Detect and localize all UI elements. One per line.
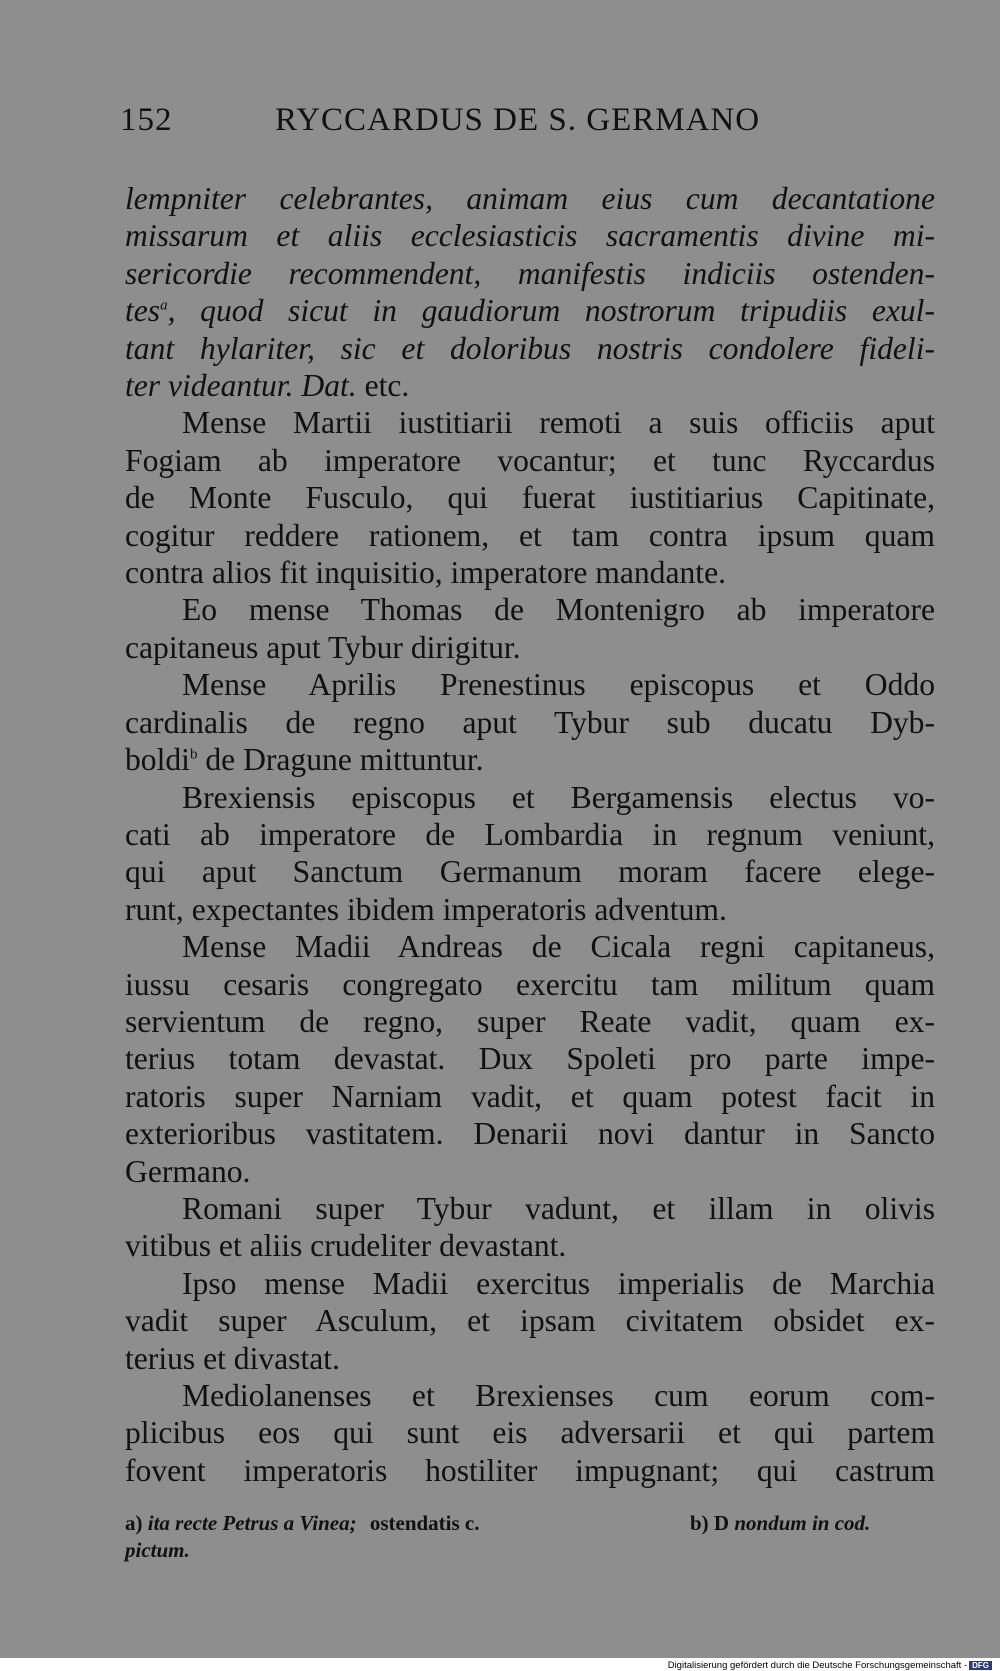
footnote-marker-b: b — [189, 746, 198, 763]
text-line: Ipso mense Madii exercitus imperialis de Marchia — [182, 1265, 935, 1301]
text-line — [125, 741, 935, 778]
paragraph — [125, 1377, 935, 1489]
text-line: de Monte Fusculo, qui fuerat iustitiarius Capitinate, — [125, 480, 935, 516]
paragraph — [125, 779, 935, 929]
text-line — [125, 367, 935, 404]
credit-text: Digitalisierung gefördert durch die Deutsche Forschungsgemeinschaft - — [667, 1660, 968, 1671]
dfg-logo: DFG — [969, 1661, 992, 1670]
text-line: vitibus et aliis crudeliter devastant. — [125, 1228, 567, 1264]
text-line: Romani super Tybur vadunt, et illam in olivis — [182, 1190, 935, 1226]
text-line: iussu cesaris congregato exercitu tam militum quam — [125, 966, 935, 1002]
paragraph — [125, 591, 935, 666]
text-line: cogitur reddere rationem, et tam contra ipsum quam — [125, 517, 935, 553]
footnote-b-marker: b) D — [690, 1511, 730, 1535]
body-text — [125, 180, 935, 1489]
text-line: vadit super Asculum, et ipsam civitatem obsidet ex- — [125, 1303, 935, 1339]
text-line: Brexiensis episcopus et Bergamensis electus vo- — [182, 779, 935, 815]
text-run: , quod sicut in gaudiorum nostrorum tripudiis exul- — [167, 293, 935, 329]
page-number: 152 — [120, 102, 173, 138]
text-line — [125, 292, 935, 329]
digitization-credit — [668, 1660, 992, 1671]
running-title: RYCCARDUS DE S. GERMANO — [275, 102, 761, 138]
text-line: cati ab imperatore de Lombardia in regnum veniunt, — [125, 816, 935, 852]
footnote-b — [690, 1510, 935, 1537]
text-line: qui aput Sanctum Germanum moram facere elege- — [125, 854, 935, 890]
paragraph-letter-close — [125, 180, 935, 404]
paragraph — [125, 666, 935, 778]
text-line: Mense Martii iustitiarii remoti a suis officiis aput — [182, 405, 935, 441]
footnote-a-marker: a) — [125, 1511, 143, 1535]
footnote-a-roman: ostendatis c. — [369, 1511, 480, 1535]
text-run: ter videantur. Dat. — [125, 368, 357, 404]
text-run: etc. — [356, 368, 410, 404]
text-line: lempniter celebrantes, animam eius cum decantatione — [125, 181, 935, 216]
text-line: fovent imperatoris hostiliter impugnant; qui castrum — [125, 1452, 935, 1488]
text-line: terius et divastat. — [125, 1340, 340, 1376]
paragraph — [125, 404, 935, 591]
text-line: exterioribus vastitatem. Denarii novi dantur in Sancto — [125, 1116, 935, 1152]
text-line: Mediolanenses et Brexienses cum eorum com- — [182, 1378, 935, 1413]
text-line: ratoris super Narniam vadit, et quam potest facit in — [125, 1078, 935, 1114]
footnote-b-italic: nondum in cod. — [734, 1511, 871, 1535]
text-run: de Dragune mittuntur. — [197, 742, 484, 778]
text-line: cardinalis de regno aput Tybur sub ducatu Dyb- — [125, 704, 935, 740]
text-line: plicibus eos qui sunt eis adversarii et qui partem — [125, 1415, 935, 1451]
text-line: Eo mense Thomas de Montenigro ab imperatore — [182, 592, 935, 628]
paragraph — [125, 1190, 935, 1265]
text-line: Fogiam ab imperatore vocantur; et tunc Ryccardus — [125, 442, 935, 478]
footnote-a — [125, 1510, 605, 1564]
text-line: sericordie recommendent, manifestis indiciis ostenden- — [125, 255, 935, 291]
paragraph — [125, 1265, 935, 1377]
text-line: servientum de regno, super Reate vadit, quam ex- — [125, 1003, 935, 1039]
footnote-a-continuation: pictum. — [125, 1538, 190, 1562]
text-line: Germano. — [125, 1153, 251, 1189]
running-head — [120, 102, 840, 139]
text-line: runt, expectantes ibidem imperatoris adventum. — [125, 891, 727, 927]
paragraph — [125, 928, 935, 1190]
text-line: contra alios fit inquisitio, imperatore mandante. — [125, 555, 726, 591]
text-line: tant hylariter, sic et doloribus nostris condolere fideli- — [125, 330, 935, 366]
footnote-marker-a: a — [160, 297, 168, 314]
text-line: missarum et aliis ecclesiasticis sacramentis divine mi- — [125, 218, 935, 254]
text-line: Mense Aprilis Prenestinus episcopus et Oddo — [182, 667, 935, 703]
text-run: tes — [125, 293, 161, 329]
footnote-a-italic: ita recte Petrus a Vinea; — [147, 1511, 357, 1535]
text-line: Mense Madii Andreas de Cicala regni capitaneus, — [182, 929, 935, 965]
text-line: terius totam devastat. Dux Spoleti pro parte impe- — [125, 1041, 935, 1077]
text-line: capitaneus aput Tybur dirigitur. — [125, 629, 521, 665]
text-run: boldi — [125, 742, 190, 778]
